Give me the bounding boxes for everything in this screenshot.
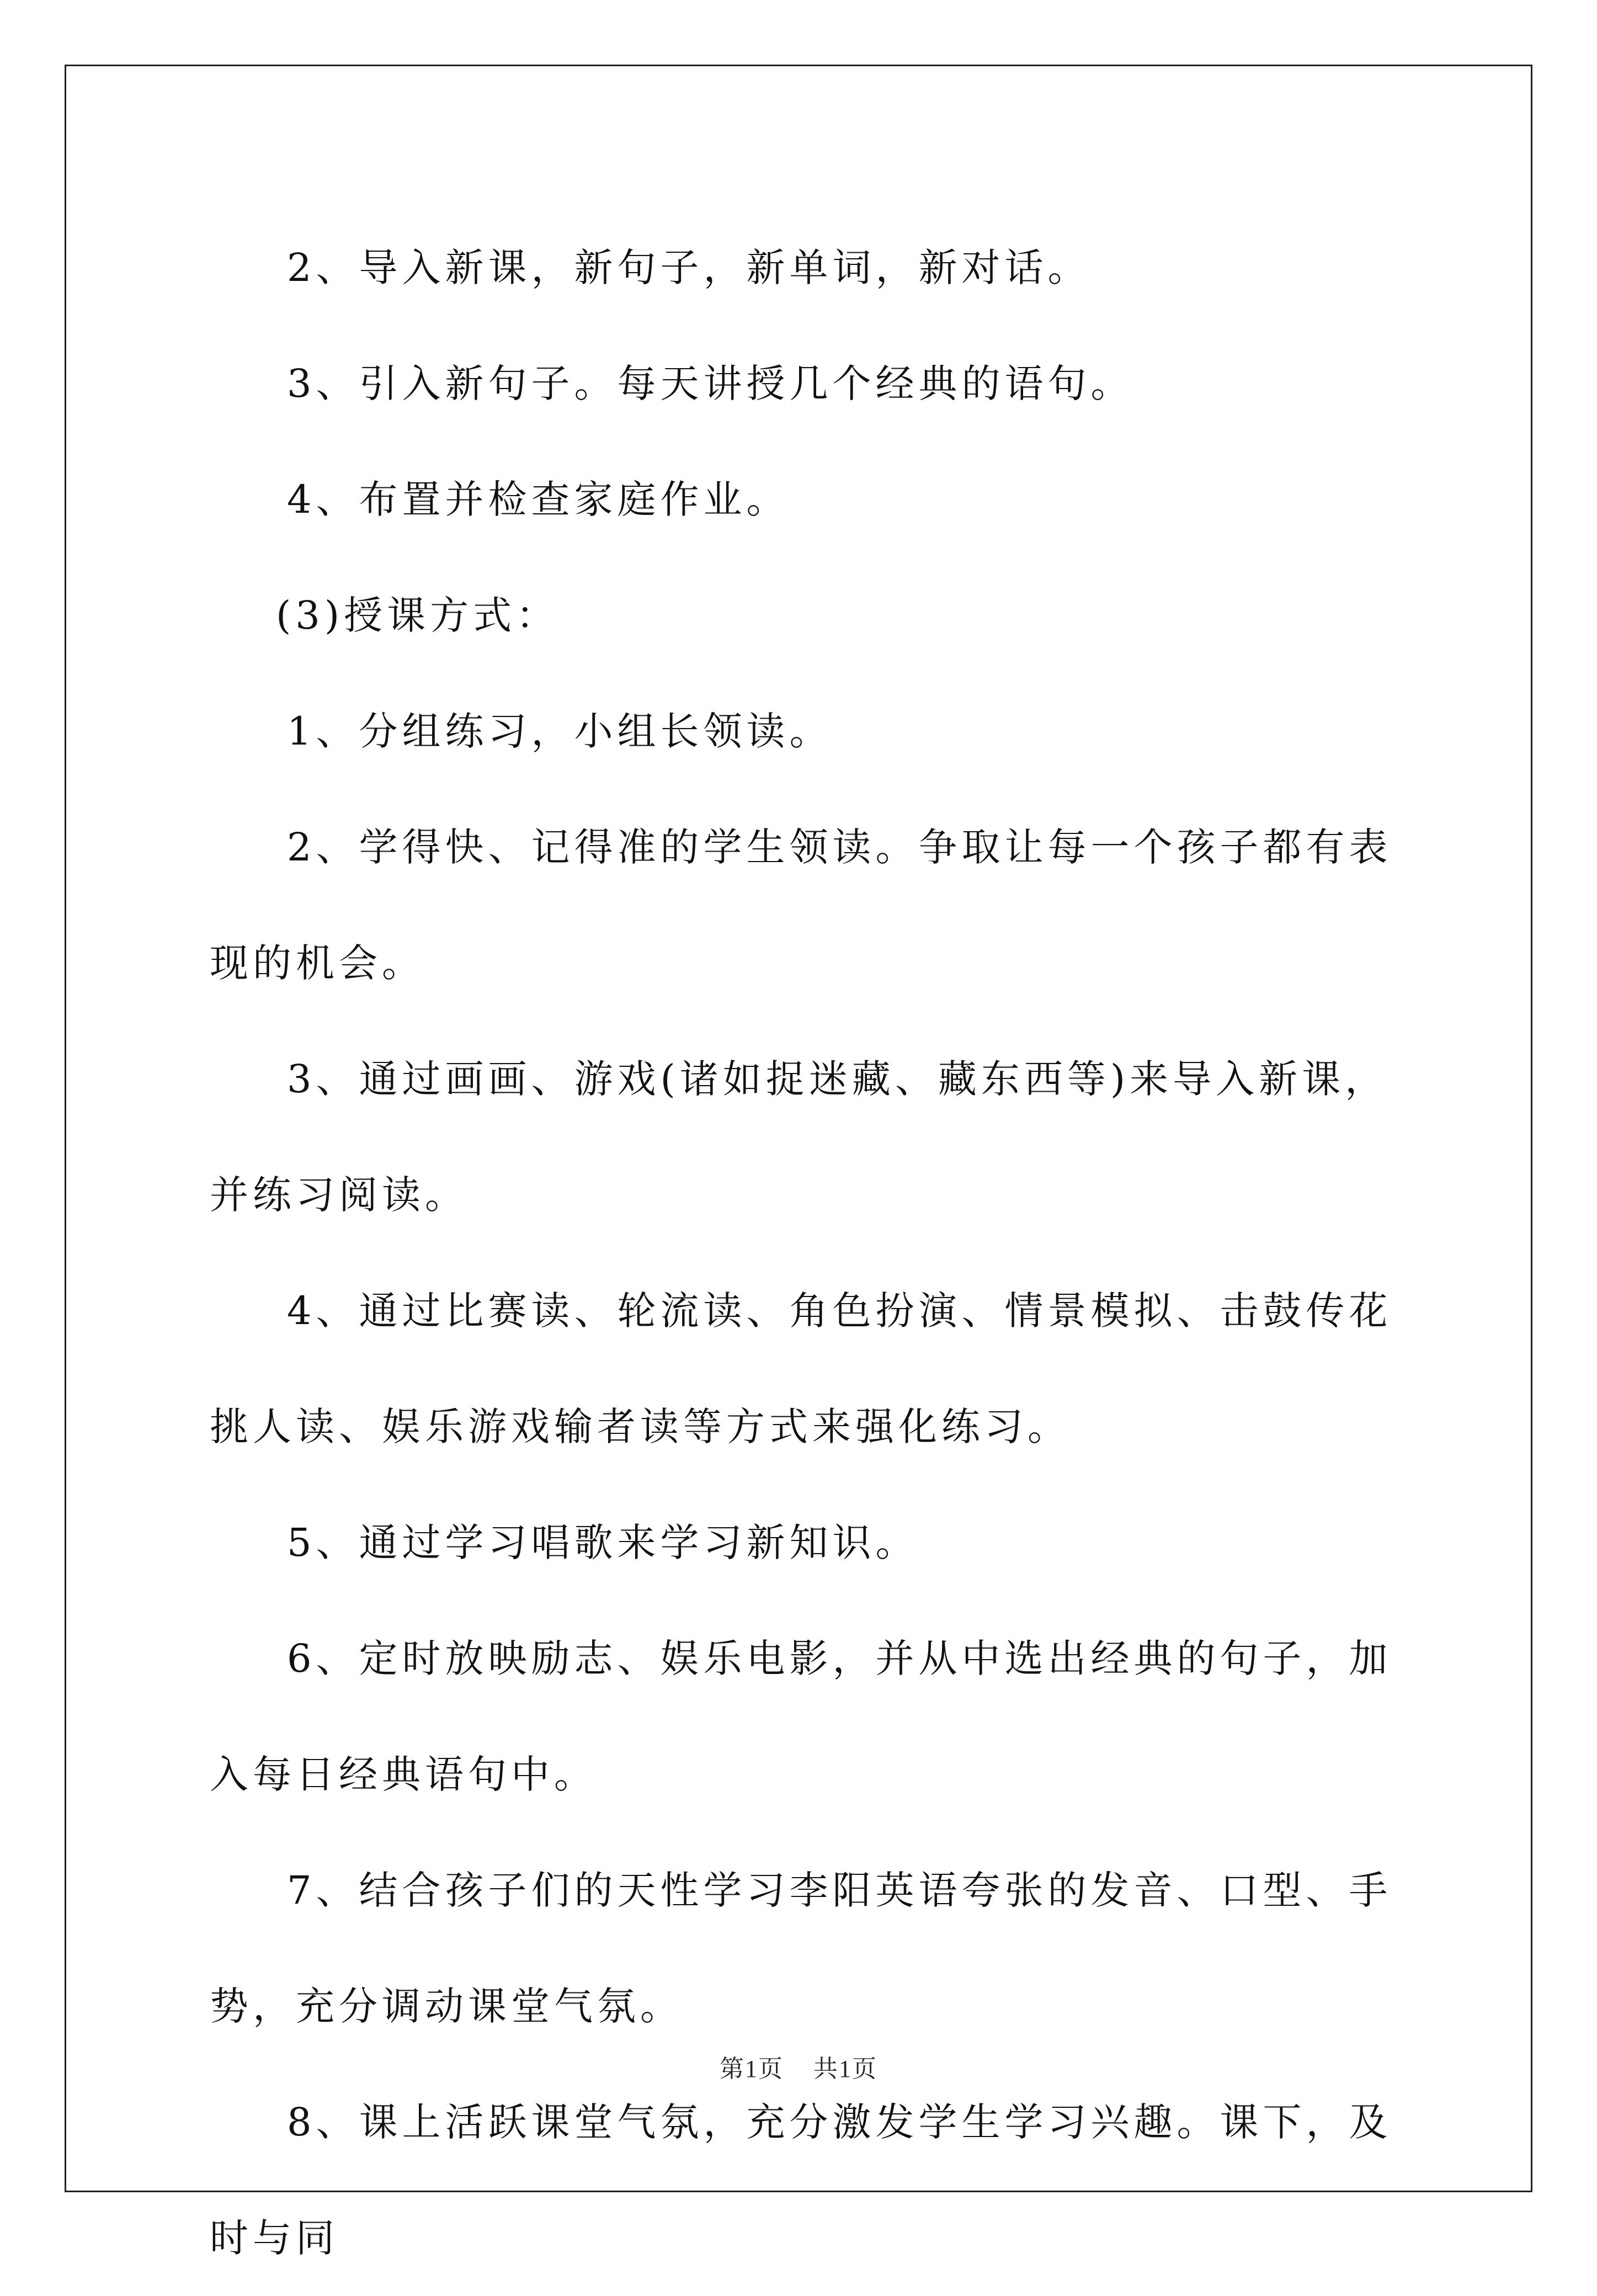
paragraph-1: 2、导入新课，新句子，新单词，新对话。: [287, 245, 1091, 290]
paragraph-6: 2、学得快、记得准的学生领读。争取让每一个孩子都有表现的机会。: [210, 825, 1392, 986]
paragraph-3: 4、布置并检查家庭作业。: [287, 477, 790, 522]
paragraph-11: 7、结合孩子们的天性学习李阳英语夸张的发音、口型、手势，充分调动课堂气氛。: [210, 1868, 1392, 2029]
page-total: 共1页: [813, 2055, 877, 2082]
paragraph-10: 6、定时放映励志、娱乐电影，并从中选出经典的句子，加入每日经典语句中。: [210, 1636, 1392, 1797]
section-heading: (3)授课方式：: [276, 593, 560, 638]
page-number: 第1页: [720, 2055, 784, 2082]
paragraph-2: 3、引入新句子。每天讲授几个经典的语句。: [287, 361, 1134, 406]
document-body: [210, 210, 1413, 2296]
paragraph-12: 8、课上活跃课堂气氛，充分激发学生学习兴趣。课下，及时与同: [210, 2100, 1392, 2261]
paragraph-9: 5、通过学习唱歌来学习新知识。: [287, 1520, 919, 1565]
paragraph-7: 3、通过画画、游戏(诸如捉迷藏、藏东西等)来导入新课，并练习阅读。: [210, 1056, 1388, 1218]
page-footer: [0, 2049, 1597, 2084]
paragraph-5: 1、分组练习，小组长领读。: [287, 709, 833, 754]
paragraph-8: 4、通过比赛读、轮流读、角色扮演、情景模拟、击鼓传花挑人读、娱乐游戏输者读等方式来强化练习。: [210, 1288, 1392, 1449]
